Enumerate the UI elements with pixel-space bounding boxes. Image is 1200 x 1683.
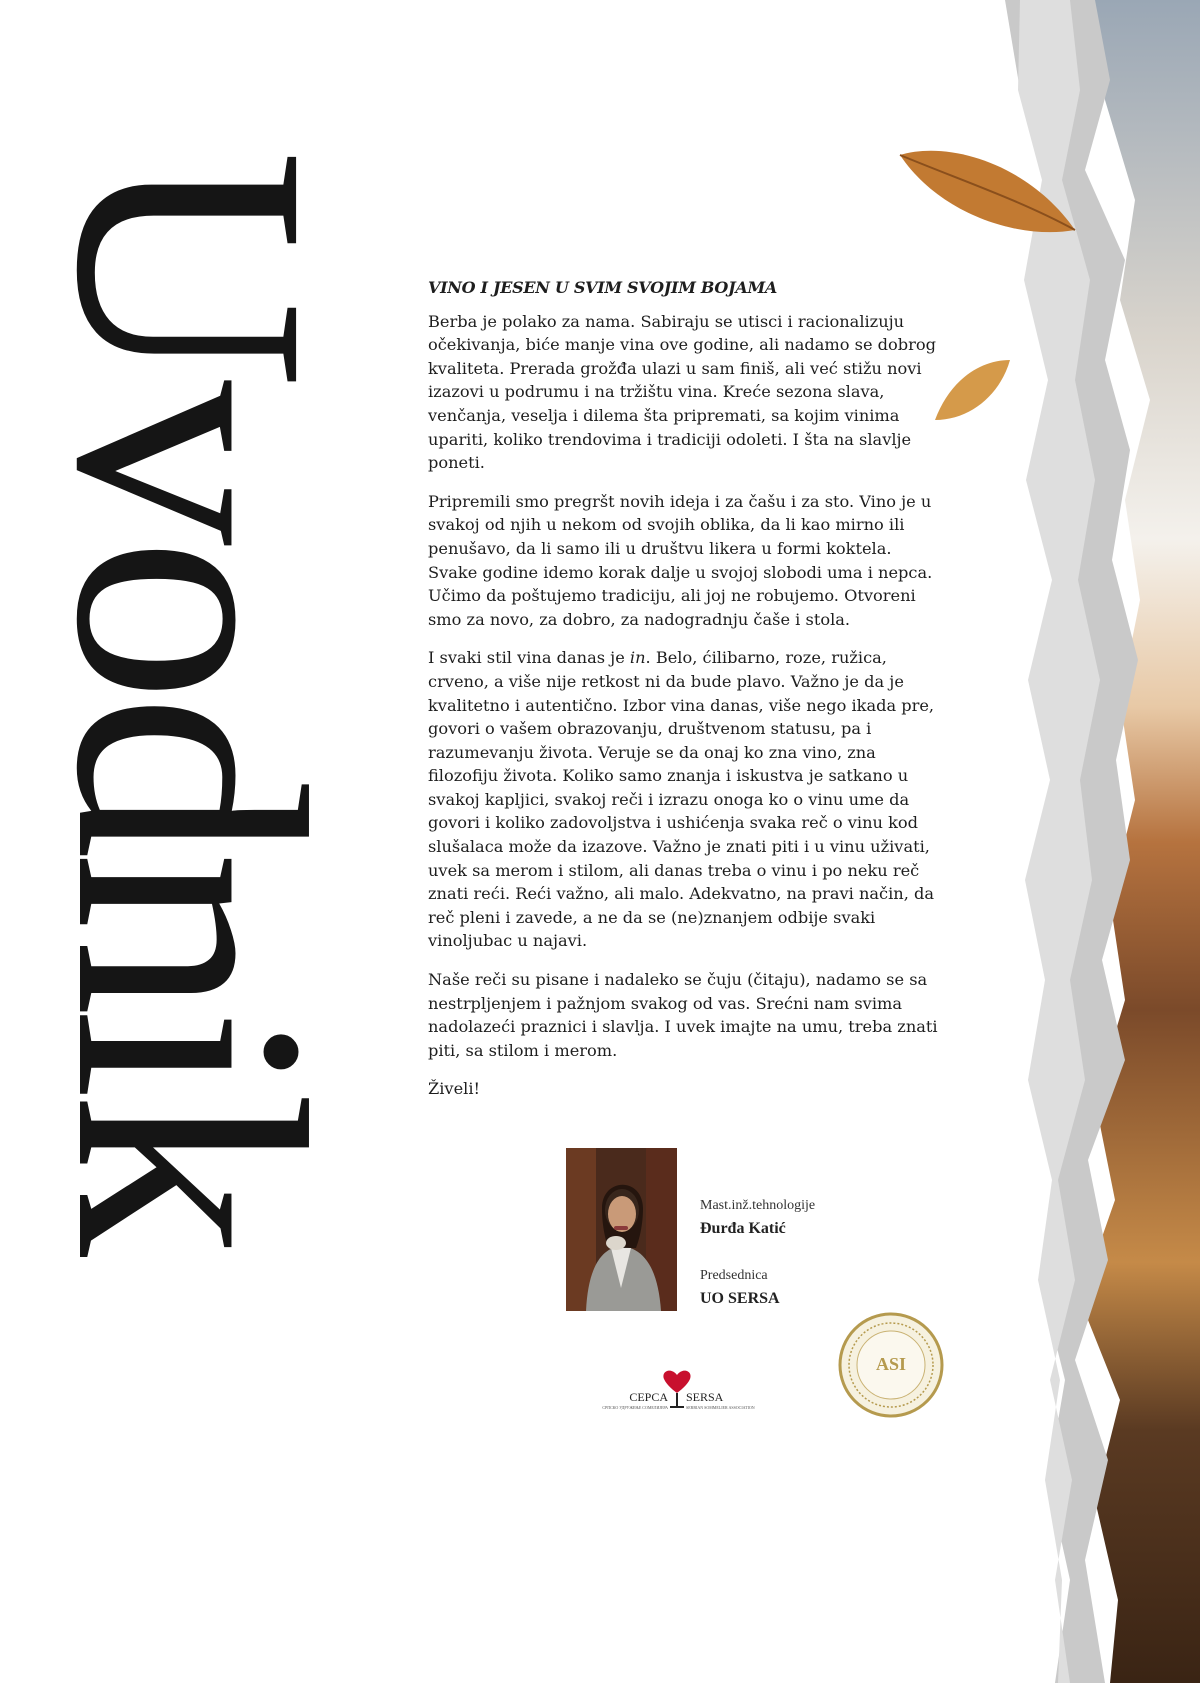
signature-role: Predsednica [700, 1268, 768, 1283]
logo-sersa-subtext: SERBIAN SOMMELIER ASSOCIATION [686, 1405, 755, 1410]
logo-cepca-subtext: СРПСКО УДРУЖЕЊЕ СОМЕЛИЈЕРА [602, 1405, 668, 1410]
asi-badge [838, 1312, 944, 1418]
sersa-logo [540, 1365, 815, 1415]
asi-badge-text: ASI [875, 1354, 907, 1374]
italic-word-in: in [629, 648, 646, 668]
article-paragraph-1: Berba je polako za nama. Sabiraju se utisci i racionalizuju očekivanja, biće manje vina ove godine, ali nadamo se dobrog kvaliteta. Prerada grožđa ulazi u sam finiš, ali već stižu novi izazovi u podrumu i na tržištu vina. Kreće sezona slava, venčanja, veselja i dilema šta pripremati, sa kojim vinima upariti, koliko trendovima i tradiciji odoleti. I šta na slavlje poneti. [428, 311, 936, 473]
article-body [428, 276, 938, 1116]
logo-sersa-text: SERSA [686, 1390, 724, 1404]
signature-org: UO SERSA [700, 1290, 780, 1307]
page-title: Uvodnik [8, 150, 373, 1249]
article-paragraph-2: Pripremili smo pregršt novih ideja i za čašu i za sto. Vino je u svakoj od njih u nekom od svojih oblika, da li kao mirno ili penušavo, da li samo ili u društvu likera u formi koktela. Svake godine idemo korak dalje u svojoj slobodi uma i nepca. Učimo da poštujemo tradiciju, ali joj ne robujemo. Otvoreni smo za novo, za dobro, za nadogradnju čaše i stola. [428, 491, 933, 629]
vertical-title-wrapper [0, 0, 373, 1249]
article-closing: Živeli! [428, 1079, 481, 1099]
article-paragraph-4: Naše reči su pisane i nadaleko se čuju (čitaju), nadamo se sa nestrpljenjem i pažnjom svakog od vas. Srećni nam svima nadolazeći praznici i slavlja. I uvek imajte na umu, treba znati piti, sa stilom i merom. [428, 970, 938, 1060]
article-paragraph-3: I svaki stil vina danas je in. Belo, ćilibarno, roze, ružica, crveno, a više nije retkost ni da bude plavo. Važno je da je kvalitetno i autentično. Izbor vina danas, više nego ikada pre, govori o vašem obrazovanju, društvenom statusu, pa i razumevanju života. Veruje se da onaj ko zna vino, zna filozofiju života. Koliko samo znanja i iskustva je satkano u svakoj kapljici, svakoj reči i izrazu onoga ko o vinu ume da govori i koliko zadovoljstva i ushićenja svaka reč o vinu kod slušalaca može da izazove. Važno je znati piti i u vinu uživati, uvek sa merom i stilom, ali danas treba o vinu i po neku reč znati reći. Reći važno, ali malo. Adekvatno, na pravi način, da reč pleni i zavede, a ne da se (ne)znanjem odbije svaki vinoljubac u najavi. [428, 648, 935, 951]
signature-degree: Mast.inž.tehnologije [700, 1198, 816, 1213]
article-headline: VINO I JESEN U SVIM SVOJIM BOJAMA [428, 278, 777, 297]
author-photo [566, 1148, 677, 1311]
signature-name: Đurđa Katić [700, 1220, 786, 1237]
logo-cepca-text: CEPCA [629, 1390, 668, 1404]
